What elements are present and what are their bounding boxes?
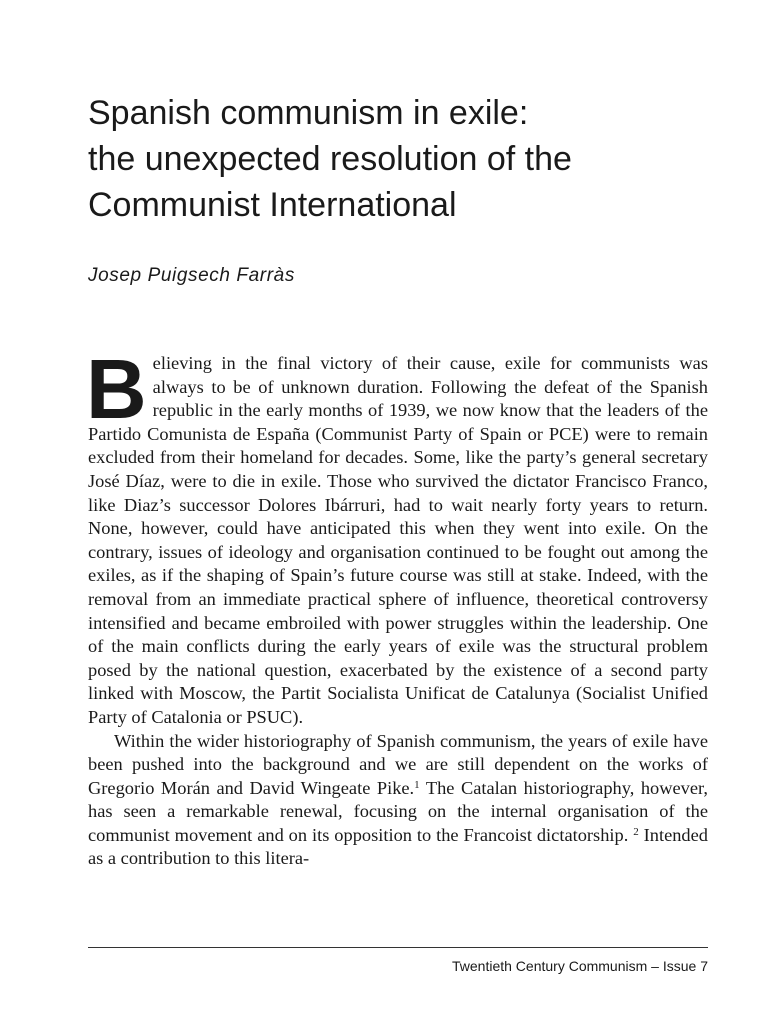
paragraph-2-text-c: Intended as a contribution to this litera- <box>88 824 708 869</box>
paragraph-1-text: elieving in the final victory of their cause, exile for communists was always to be of unknown duration. Following the defeat of the Spanish republic in the early months of 1939, we now know that the leaders of the Partido Comunista de España (Communist Party of Spain or PCE) were to remain excluded from their homeland for decades. Some, like the party’s general secretary José Díaz, were to die in exile. Those who survived the dictator Francisco Franco, like Diaz’s successor Dolores Ibárruri, had to wait nearly forty years to return. None, however, could have anticipated this when they went into exile. On the contrary, issues of ideology and organisation continued to be fought out among the exiles, as if the shaping of Spain’s future course was still at stake. Indeed, with the removal from an immediate practical sphere of influence, theoretical controversy intensified and became embroiled with power struggles within the leadership. One of the main conflicts during the early years of exile was the structural problem posed by the national question, exacerbated by the existence of a second party linked with Moscow, the Partit Socialista Unificat de Catalunya (Socialist Unified Party of Catalonia or PSUC). <box>88 353 708 727</box>
paragraph-2 <box>88 730 708 872</box>
title-line-2: the unexpected resolution of the <box>88 140 572 178</box>
article-body <box>86 342 708 871</box>
drop-cap: B <box>86 342 147 436</box>
paragraph-2-text-a: Within the wider historiography of Spanish communism, the years of exile have been pushed into the background and we are still dependent on the works of Gregorio Morán and David Wingeate Pike. <box>88 730 708 798</box>
footer-issue: Issue 7 <box>662 958 708 974</box>
footer-divider <box>88 947 708 948</box>
article-title <box>88 90 728 228</box>
footer-journal: Twentieth Century Communism <box>451 958 648 974</box>
paragraph-1 <box>86 342 708 730</box>
title-line-1: Spanish communism in exile: <box>88 94 529 132</box>
running-footer <box>452 956 708 976</box>
title-line-3: Communist International <box>88 186 457 224</box>
footnote-ref-2[interactable]: 2 <box>633 825 639 838</box>
author-name: Josep Puigsech Farràs <box>88 265 295 286</box>
footnote-ref-1[interactable]: 1 <box>414 778 420 791</box>
footer-separator: – <box>647 958 663 974</box>
paragraph-2-text-b: The Catalan historiography, however, has seen a remarkable renewal, focusing on the internal organisation of the communist movement and on its opposition to the Francoist dictatorship. <box>88 777 708 845</box>
